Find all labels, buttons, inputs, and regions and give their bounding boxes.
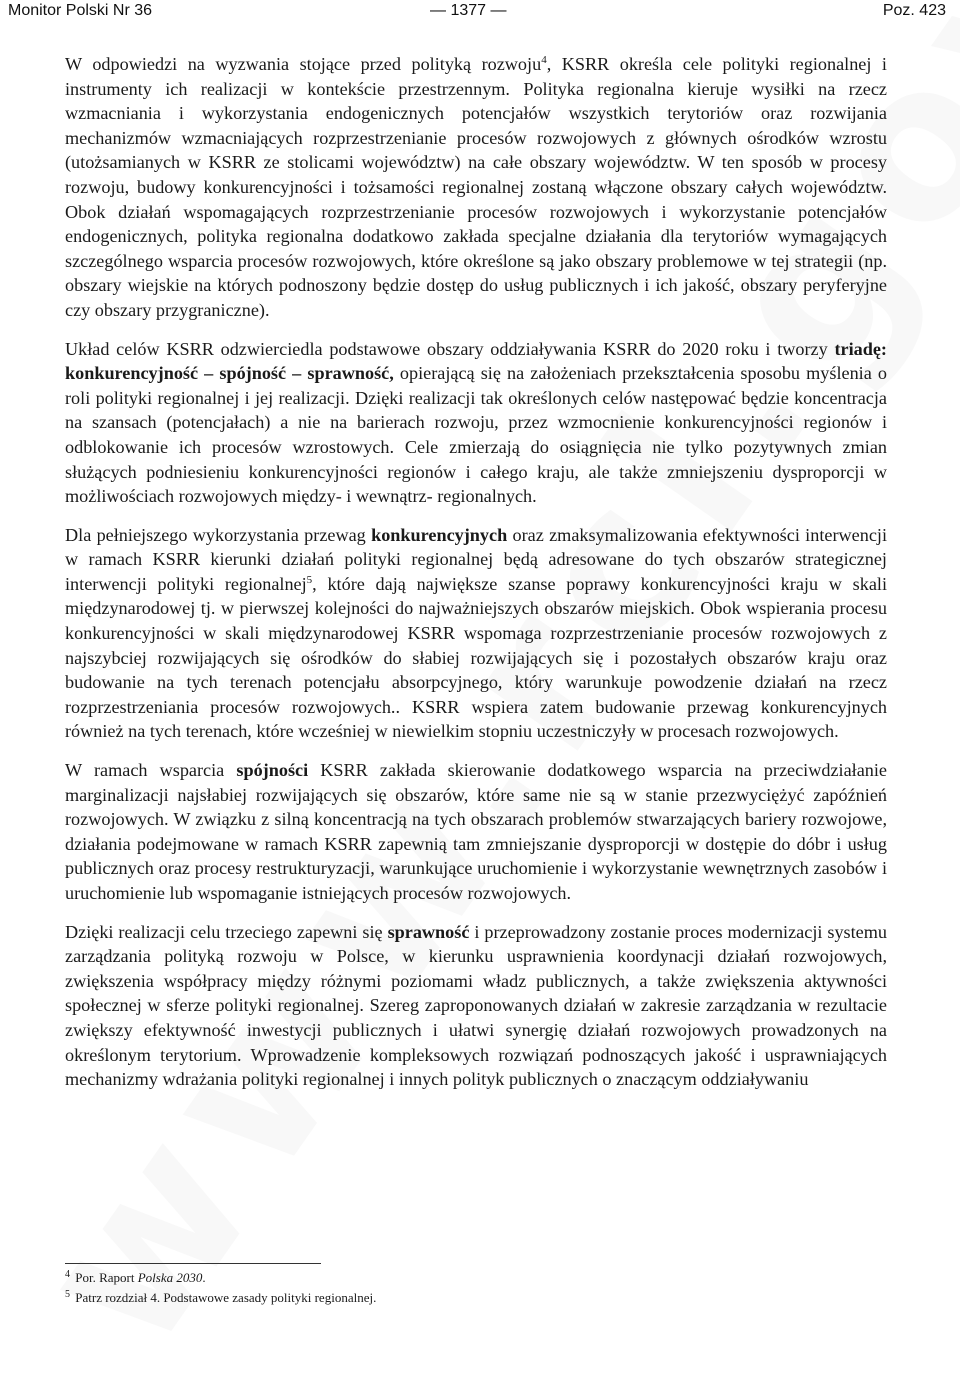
footnote-italic: Polska 2030	[137, 1270, 203, 1285]
journal-title: Monitor Polski Nr 36	[8, 2, 153, 19]
paragraph-3	[65, 523, 887, 744]
paragraph-text: , KSRR określa cele polityki regionalnej i instrumenty ich realizacji w kontekście przestrzennym. Polityka regionalna kieruje wysiłki na rzecz wzmacniania i wykorzystania endogenicznych potencjałów wszystkich terytoriów oraz rozwijania mechanizmów wzmacniających rozprzestrzenianie procesów rozwojowych z głównych ośrodków wzrostu (utożsamianych w KSRR ze stolicami województw) na całe obszary województw. W ten sposób w procesy rozwoju, budowy konkurencyjności i tożsamości regionalnej zostaną włączone obszary całych województw. Obok działań wspomagających rozprzestrzenianie procesów rozwojowych i wykorzystanie potencjałów endogenicznych, polityka regionalna dodatkowo zakłada specjalne działania dla terytoriów wymagających szczególnego wsparcia procesów rozwojowych, które określone są jako obszary problemowe w tej strategii (np. obszary wiejskie na których podnoszony będzie dostęp do usług publicznych i ich jakość, obszary peryferyjne czy obszary przygraniczne).	[65, 54, 887, 320]
paragraph-2	[65, 337, 887, 509]
paragraph-1	[65, 52, 887, 323]
footnote-ref-5[interactable]: 5	[306, 573, 313, 586]
position-number: Poz. 423	[882, 2, 946, 19]
page-header	[0, 0, 960, 34]
paragraph-text: Dzięki realizacji celu trzeciego zapewni się	[65, 921, 388, 942]
footnote-text: Por. Raport	[75, 1270, 138, 1285]
footnote-divider	[65, 1263, 321, 1264]
paragraph-text: Układ celów KSRR odzwierciedla podstawowe obszary oddziaływania KSRR do 2020 roku i tworzy	[65, 338, 835, 359]
paragraph-text: Dla pełniejszego wykorzystania przewag	[65, 524, 372, 545]
page-number: — 1377 —	[430, 2, 507, 19]
document-body	[65, 52, 887, 1106]
bold-phrase: spójności	[236, 760, 309, 781]
paragraph-4	[65, 758, 887, 906]
paragraph-text: KSRR zakłada skierowanie dodatkowego wsparcia na przeciwdziałanie marginalizacji najsłabiej rozwijających się obszarów, które same nie są w stanie przezwyciężyć zapóźnień rozwojowych. W związku z silną koncentracją na tych obszarach problemów stwarzających bariery rozwojowe, działania podejmowane w ramach KSRR zapewnią tam zmniejszanie dysproporcji w dostępie do dóbr i usług publicznych oraz procesy restrukturyzacji, warunkujące uruchomienie i wykorzystanie wewnętrznych zasobów i uruchomienie lub wspomaganie istniejących procesów rozwojowych.	[65, 760, 887, 903]
footnote-5	[65, 1288, 887, 1308]
footnote-number: 5	[65, 1288, 70, 1300]
paragraph-text: , które dają największe szanse poprawy konkurencyjności kraju w skali międzynarodowej tj. w pierwszej kolejności do najważniejszych obszarów miejskich. Obok wspierania procesu konkurencyjności w skali międzynarodowej KSRR wspomaga rozprzestrzenianie procesów rozwojowych z najszybciej rozwijających się ośrodków do słabiej rozwijających się i pozostałych obszarów kraju oraz budowanie na tych terenach potencjału absorpcyjnego, który warunkuje powodzenie działań na rzecz rozprzestrzeniania procesów rozwojowych.. KSRR wspiera zatem budowanie przewag konkurencyjnych również na tych terenach, które wcześniej w niewielkim stopniu uczestniczyły w procesach rozwojowych.	[65, 573, 887, 742]
paragraph-text: i przeprowadzony zostanie proces modernizacji systemu zarządzania polityką rozwoju w Polsce, w kierunku usprawnienia koordynacji działań rozwojowych, zwiększenia współpracy między różnymi poziomami władz publicznych, a także zwiększenia aktywności społecznej w sferze polityki regionalnej. Szereg zaproponowanych działań w zakresie zarządzania w rezultacie zwiększy efektywność inwestycji publicznych i ułatwi synergię działań rozwojowych prowadzonych na określonym terytorium. Wprowadzenie kompleksowych rozwiązań podnoszących jakość i usprawniających mechanizmy wdrażania polityki regionalnej i innych polityk publicznych o znaczącym oddziaływaniu	[65, 921, 887, 1090]
bold-phrase: konkurencyjnych	[371, 524, 508, 545]
footnote-text: Patrz rozdział 4. Podstawowe zasady polityki regionalnej.	[75, 1290, 377, 1305]
footnotes	[65, 1263, 887, 1308]
paragraph-text: oraz zmaksymalizowania efektywności interwencji w ramach KSRR kierunki działań polityki regionalnej będą adresowane do tych obszarów strategicznej interwencji polityki regionalnej	[65, 524, 887, 594]
paragraph-5	[65, 920, 887, 1092]
footnote-ref-4[interactable]: 4	[541, 53, 547, 66]
bold-phrase: sprawność	[387, 921, 470, 942]
paragraph-text: W odpowiedzi na wyzwania stojące przed polityką rozwoju	[65, 54, 542, 74]
bold-phrase: triadę: konkurencyjność – spójność – sprawność,	[65, 338, 887, 384]
footnote-4	[65, 1268, 887, 1288]
footnote-text: .	[202, 1270, 206, 1285]
paragraph-text: W ramach wsparcia	[65, 760, 237, 781]
paragraph-text: opierającą się na założeniach przekształcenia sposobu myślenia o roli polityki regionalnej i jej realizacji. Dzięki realizacji tak określonych celów następować będzie koncentracja na szansach (potencjałach) a nie na barierach rozwoju, przez wzmocnienie konkurencyjności regionów i odblokowanie ich procesów wzrostowych. Cele zmierzają do osiągnięcia nie tylko pozytywnych zmian służących podniesieniu konkurencyjności regionów i całego kraju, ale także zmniejszeniu dysproporcji w możliwościach rozwojowych między- i wewnątrz- regionalnych.	[65, 363, 887, 507]
footnote-number: 4	[65, 1268, 70, 1280]
